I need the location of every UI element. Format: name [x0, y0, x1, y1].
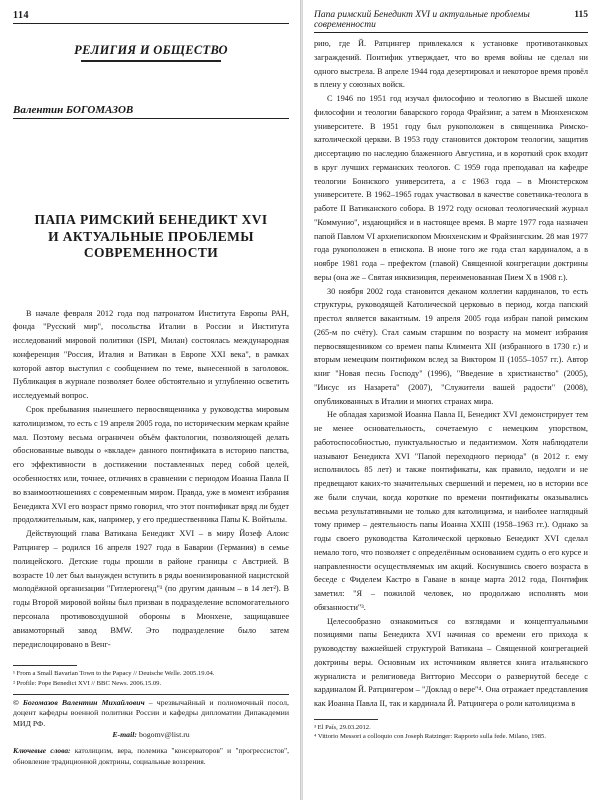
header-rule — [314, 32, 588, 33]
keywords-label: Ключевые слова: — [13, 746, 71, 756]
running-head-left — [13, 10, 289, 21]
author-name: Валентин БОГОМАЗОВ — [13, 104, 134, 116]
title-line-1: ПАПА РИМСКИЙ БЕНЕДИКТ XVI — [34, 212, 268, 227]
paragraph: рию, где Й. Ратцингер привлекался к установке противотанковых заграждений. Понтифик утверждает, что во время войны не сделал ни одного выстрела. В апреле 1944 года дезертировал и некоторое время провёл в плену у союзных войск. — [314, 39, 588, 90]
paragraph: С 1946 по 1951 год изучал философию и теологию в Высшей школе философии и теологии баварского города Фрайзинг, а затем в Мюнхенском университете. В 1951 году был рукоположен в священника Римско-католической церкви. В 1953 году становится доктором теологии, защитив диссертацию по наследию блаженного Августина, и в короткий срок входит в круг лучших германских теологов. С 1959 года преподавал на кафедре теологии Боннского университета, а с 1963 года – в Мюнстерском университете. В 1962–1965 годах участвовал в качестве советника-теолога в работе II Ватиканского собора. В 1972 году основал теологический журнал "Коммунио", издающийся и в настоящее время. В марте 1977 года назначен папой Павлом VI архиепископом Мюнхенским и Фрайзингским. 28 мая 1977 года рукоположен в епископа. В июне того же года стал кардиналом, а в ноябре 1981 года – префектом (главой) Священной конгрегации доктрины веры (она же – Святая инквизиция, переименованная Пием X в 1908 г.). — [314, 94, 588, 282]
right-page — [302, 0, 600, 800]
email-address[interactable]: bogomv@list.ru — [138, 729, 190, 739]
header-rule — [13, 23, 289, 24]
page-number-right: 115 — [574, 10, 588, 20]
footnote-rule — [314, 719, 378, 720]
page-number-left: 114 — [13, 10, 29, 21]
author-bio — [13, 698, 289, 730]
author-email — [13, 730, 289, 741]
bio-rule — [13, 694, 289, 695]
bio-text: – чрезвычайный и полномочный посол, доцент кафедры военной политики России и кафедры дипломатии Дипакадемии МИД РФ. — [13, 697, 290, 729]
article-body-right — [314, 37, 588, 711]
keywords — [13, 746, 289, 767]
email-label: E-mail: — [112, 729, 138, 739]
paragraph: В начале февраля 2012 года под патронатом Института Европы РАН, фонда "Русский мир", посольства Италии в России и Института исследований мировой политики (ISPI, Милан) состоялась международная конференция "Россия, Италия и Ватикан в Европе XXI века", в рамках которой автор выступил с сообщением по теме, вынесенной в заголовок. Публикация в журнале позволяет более обстоятельно и углубленно осветить исследуемый вопрос. — [13, 308, 289, 401]
rubric-rule — [81, 60, 221, 62]
paragraph: 30 ноября 2002 года становится деканом коллегии кардиналов, то есть структуры, руководящей Католической церковью в период, когда папский престол является вакантным. 19 апреля 2005 года избран папой римским (265-м по счёту). Стал самым старшим по возрасту на момент избрания первосвященником со времен папы Климента XII (избранного в 1730 г.) и вторым немецким понтификом вслед за Виктором II (1055–1057 гг.). Автор книг "Новая песнь Господу" (1996), "Введение в христианство" (2005), "Иисус из Назарета" (2007), "Служители вашей радости" (2008), опубликованных в Италии и многих странах мира. — [314, 286, 588, 406]
paragraph: Целесообразно ознакомиться со взглядами и концептуальными позициями папы Бенедикта XVI начиная со времени его прихода к руководству важнейшей структурой Ватикана – Священной конгрегацией доктрины веры. Основным их источником является книга итальянского журналиста и религиоведа Витторио Мессори о развернутой беседе с кардиналом Й. Ратцингером – "Доклад о вере"⁴. Она отражает представления как Иоанна Павла II, так и кардинала Й. Ратцингера о роли католицизма в — [314, 616, 588, 708]
running-head-right — [314, 10, 588, 30]
title-line-2: И АКТУАЛЬНЫЕ ПРОБЛЕМЫ СОВРЕМЕННОСТИ — [48, 228, 254, 260]
bio-name: © Богомазов Валентин Михайлович — [13, 697, 145, 707]
footnote: ¹ From a Small Bavarian Town to the Papacy // Deutsche Welle. 2005.19.04. — [13, 670, 215, 678]
footnote-rule — [13, 665, 77, 666]
paragraph: Срок пребывания нынешнего первосвященника у руководства мировым католицизмом, то есть с 19 апреля 2005 года, по историческим меркам крайне мал. Поэтому весьма ограничен объём фактологии, позволяющей делать обоснованные выводы о «вкладе» данного понтификата в историю папства, его эффективности в достижении поставленных перед собой целей, особенностях или, точнее, отличиях в сравнении с периодом Иоанна Павла II во взаимоотношениях с современным миром. Правда, уже в момент избрания Бенедикта XVI его возраст прямо говорил, что этот понтификат вряд ли будет продолжительным, как, например, у его предшественника Папы К. Войтылы. — [13, 405, 289, 525]
footnote: ⁴ Vittorio Messori a colloquio con Joseph Ratzinger: Rapporto sulla fede. Milano, 1985. — [314, 733, 546, 741]
paragraph: Не обладая харизмой Иоанна Павла II, Бенедикт XVI демонстрирует тем не менее основательность, сочетаемую с немецким упорством, работоспособностью, пунктуальностью и педантизмом. Хотя наблюдатели называют Бенедикта XVI "Папой переходного периода" (в 2012 г. ему исполнилось 85 лет) и также понтификаты, как правило, недолги и не предвещают каких-то значительных свершений и перемен, но в истории все же были случаи, когда короткие по времени понтификаты оказывались весьма результативными не только для католицизма, и наиболее наглядный тому пример – деятельность папы Иоанна XXIII (1958–1963 гг.). Однако за годы своего руководства Католической церковью Бенедикт XVI сделал немало того, что позволяет с определённым основанием судить о его курсе и направленности осуществляемых им акций. Коснувшись своего возраста в беседе с Фиделем Кастро в Гаване в конце марта 2012 года, Понтифик заметил: "Я – пожилой человек, но продолжаю исполнять мои обязанности"³. — [314, 410, 588, 612]
article-title — [13, 212, 289, 262]
footnote: ² Profile: Pope Benedict XVI // BBC News. 2006.15.09. — [13, 680, 162, 688]
keywords-text: католицизм, вера, полемика "консерваторов" и "прогрессистов", обновление традиционной доктрины, социальные воззрения. — [13, 746, 289, 766]
section-rubric: РЕЛИГИЯ И ОБЩЕСТВО — [74, 43, 228, 57]
running-head-title: Папа римский Бенедикт XVI и актуальные проблемы современности — [314, 10, 530, 30]
author-rule — [13, 118, 289, 119]
paragraph: Действующий глава Ватикана Бенедикт XVI – в миру Йозеф Алоис Ратцингер – родился 16 апреля 1927 года в Баварии (Германия) в семье полицейского. Детские годы прошли в районе границы с Австрией. В возрасте 10 лет был вынужден вступить в ряды военизированной нацистской молодёжной организации "Гитлерюгенд"¹ (по другим данным – в 14 лет²). В годы Второй мировой войны был призван в подразделение вспомогательного персонала противовоздушной обороны в Мюнхене, защищавшее авиамоторный завод BMW. Это подразделение было затем передислоцировано в Венг- — [13, 529, 289, 649]
article-body-left — [13, 307, 289, 652]
footnote: ³ El País, 29.03.2012. — [314, 723, 371, 731]
